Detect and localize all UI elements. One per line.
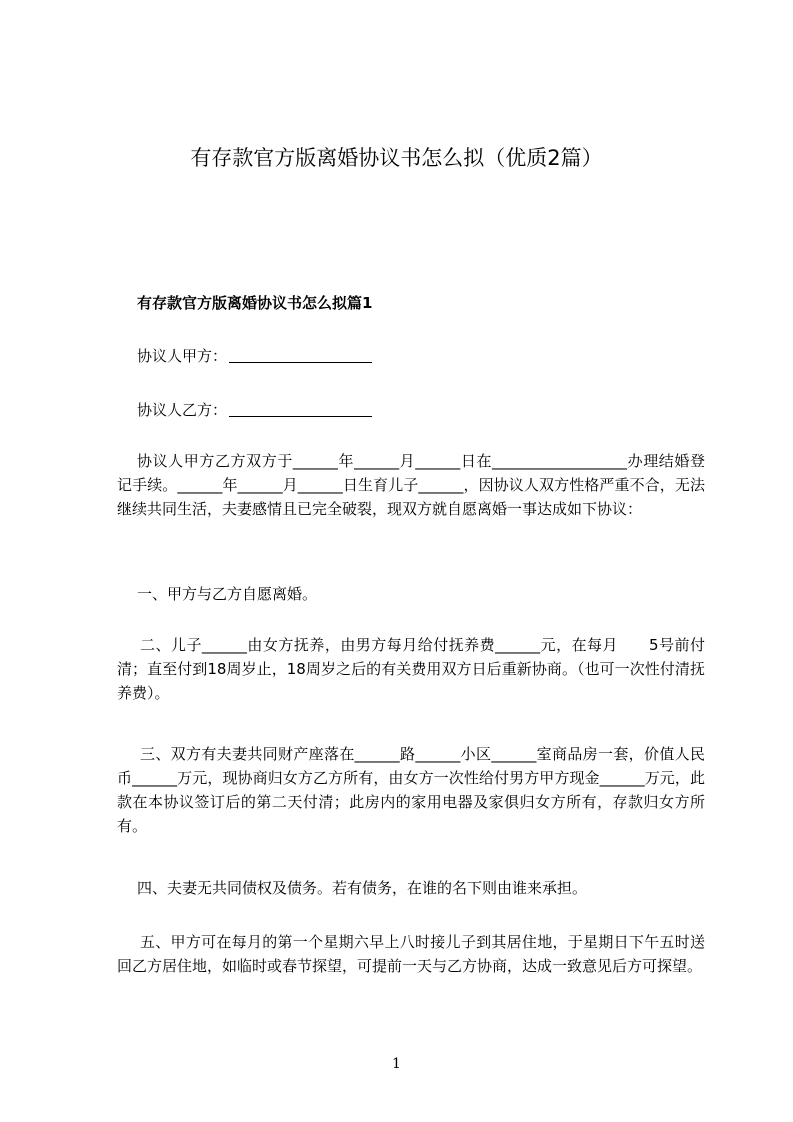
paragraph-clause-3 — [117, 742, 705, 838]
paragraph-text: 协议人甲方乙方双方于______年______月______日在__________________办理结婚登记手续。______年______月______日生育儿子______，因协议人双方性格严重不合，无法继续共同生活，夫妻感情且已完全破裂，现双方就自愿离婚一事达成如下协议： — [117, 452, 705, 518]
paragraph-intro — [117, 449, 705, 521]
paragraph-text: 五、甲方可在每月的第一个星期六早上八时接儿子到其居住地，于星期日下午五时送回乙方居住地，如临时或春节探望，可提前一天与乙方协商，达成一致意见后方可探望。 — [117, 933, 705, 975]
party-b-field — [137, 399, 372, 420]
party-a-blank — [229, 348, 372, 363]
paragraph-text: 一、甲方与乙方自愿离婚。 — [137, 585, 318, 603]
paragraph-text: 二、儿子______由女方抚养，由男方每月给付抚养费______元，在每月 5号前付清；直至付到18周岁止，18周岁之后的有关费用双方日后重新协商。（也可一次性付清抚养费）。 — [117, 636, 705, 702]
page-number: 1 — [392, 1056, 401, 1072]
document-title: 有存款官方版离婚协议书怎么拟（优质2篇） — [190, 146, 603, 170]
paragraph-clause-2 — [117, 633, 705, 705]
paragraph-clause-1 — [117, 582, 705, 606]
party-b-blank — [229, 402, 372, 417]
paragraph-text: 三、双方有夫妻共同财产座落在______路______小区______室商品房一套，价值人民币______万元，现协商归女方乙方所有，由女方一次性给付男方甲方现金______万元，此款在本协议签订后的第二天付清；此房内的家用电器及家俱归女方所有，存款归女方所有。 — [117, 745, 705, 835]
party-a-label: 协议人甲方： — [137, 347, 228, 365]
paragraph-text: 四、夫妻无共同债权及债务。若有债务，在谁的名下则由谁来承担。 — [137, 879, 588, 897]
party-a-field — [137, 345, 372, 366]
paragraph-clause-4 — [117, 876, 705, 900]
party-b-label: 协议人乙方： — [137, 401, 228, 419]
section-title: 有存款官方版离婚协议书怎么拟篇1 — [137, 294, 373, 312]
paragraph-clause-5 — [117, 930, 705, 978]
